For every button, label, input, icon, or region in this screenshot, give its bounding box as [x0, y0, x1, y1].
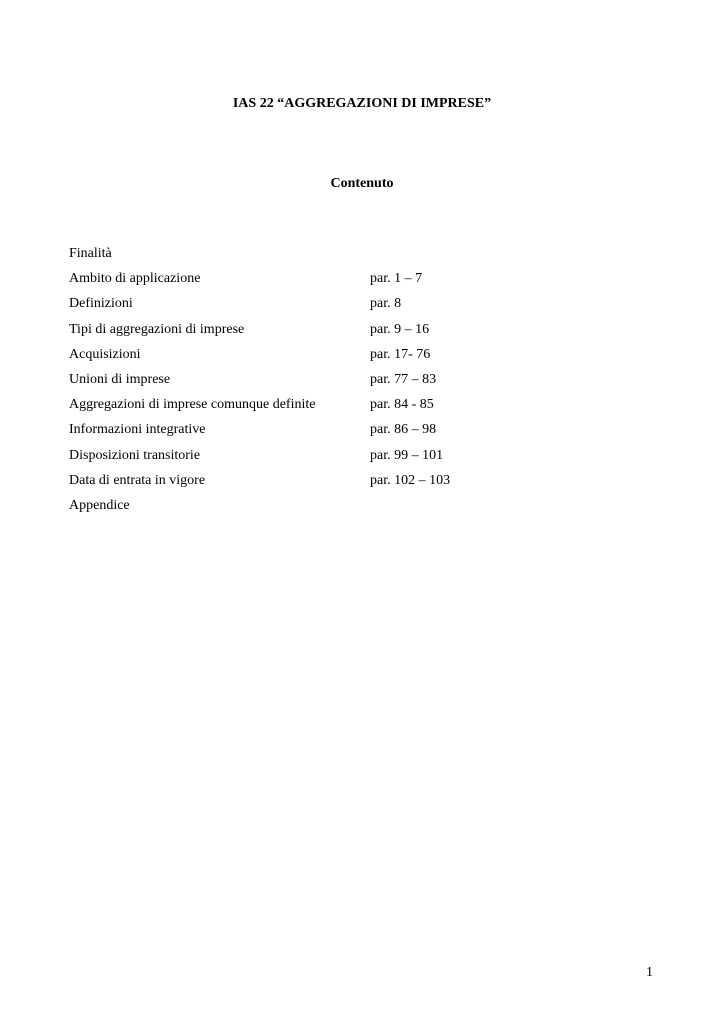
toc-item-paragraph-ref: par. 102 – 103 — [370, 472, 451, 488]
toc-item-ambito-di-applicazione — [69, 269, 629, 294]
toc-item-label: Ambito di applicazione — [69, 271, 201, 287]
toc-item-paragraph-ref: par. 84 - 85 — [370, 397, 434, 413]
toc-item-paragraph-ref — [370, 244, 629, 269]
toc-item-label: Finalità — [69, 246, 112, 261]
toc-item-paragraph-ref: par. 99 – 101 — [370, 447, 444, 463]
document-title: IAS 22 “AGGREGAZIONI DI IMPRESE” — [232, 96, 492, 111]
toc-item-disposizioni-transitorie — [69, 446, 629, 471]
toc-item-label: Aggregazioni di imprese comunque definite — [69, 397, 316, 413]
toc-item-label: Appendice — [69, 497, 130, 513]
toc-item-informazioni-integrative — [69, 420, 629, 445]
toc-item-unioni-di-imprese — [69, 370, 629, 395]
toc-item-acquisizioni — [69, 345, 629, 370]
toc-item-paragraph-ref — [370, 496, 629, 521]
toc-item-label: Acquisizioni — [69, 346, 141, 362]
toc-item-paragraph-ref: par. 9 – 16 — [370, 321, 430, 337]
toc-item-label: Definizioni — [69, 296, 133, 312]
toc-item-finalita — [69, 244, 629, 269]
toc-item-label: Tipi di aggregazioni di imprese — [69, 321, 245, 337]
toc-item-label: Informazioni integrative — [69, 422, 206, 438]
toc-item-paragraph-ref: par. 17- 76 — [370, 346, 431, 362]
toc-item-data-di-entrata-in-vigore — [69, 471, 629, 496]
toc-item-paragraph-ref: par. 86 – 98 — [370, 422, 437, 438]
toc-item-label: Disposizioni transitorie — [69, 447, 201, 463]
toc-item-label: Data di entrata in vigore — [69, 472, 206, 488]
toc-item-paragraph-ref: par. 1 – 7 — [370, 271, 423, 287]
toc-item-appendice — [69, 496, 629, 521]
contents-heading: Contenuto — [330, 176, 394, 191]
toc-item-definizioni — [69, 294, 629, 319]
page-number: 1 — [646, 965, 653, 980]
toc-item-paragraph-ref: par. 77 – 83 — [370, 371, 437, 387]
toc-item-paragraph-ref: par. 8 — [370, 296, 402, 312]
toc-item-aggregazioni-comunque-definite — [69, 395, 629, 420]
toc-item-label: Unioni di imprese — [69, 371, 171, 387]
table-of-contents — [69, 244, 629, 521]
toc-item-tipi-di-aggregazioni — [69, 320, 629, 345]
